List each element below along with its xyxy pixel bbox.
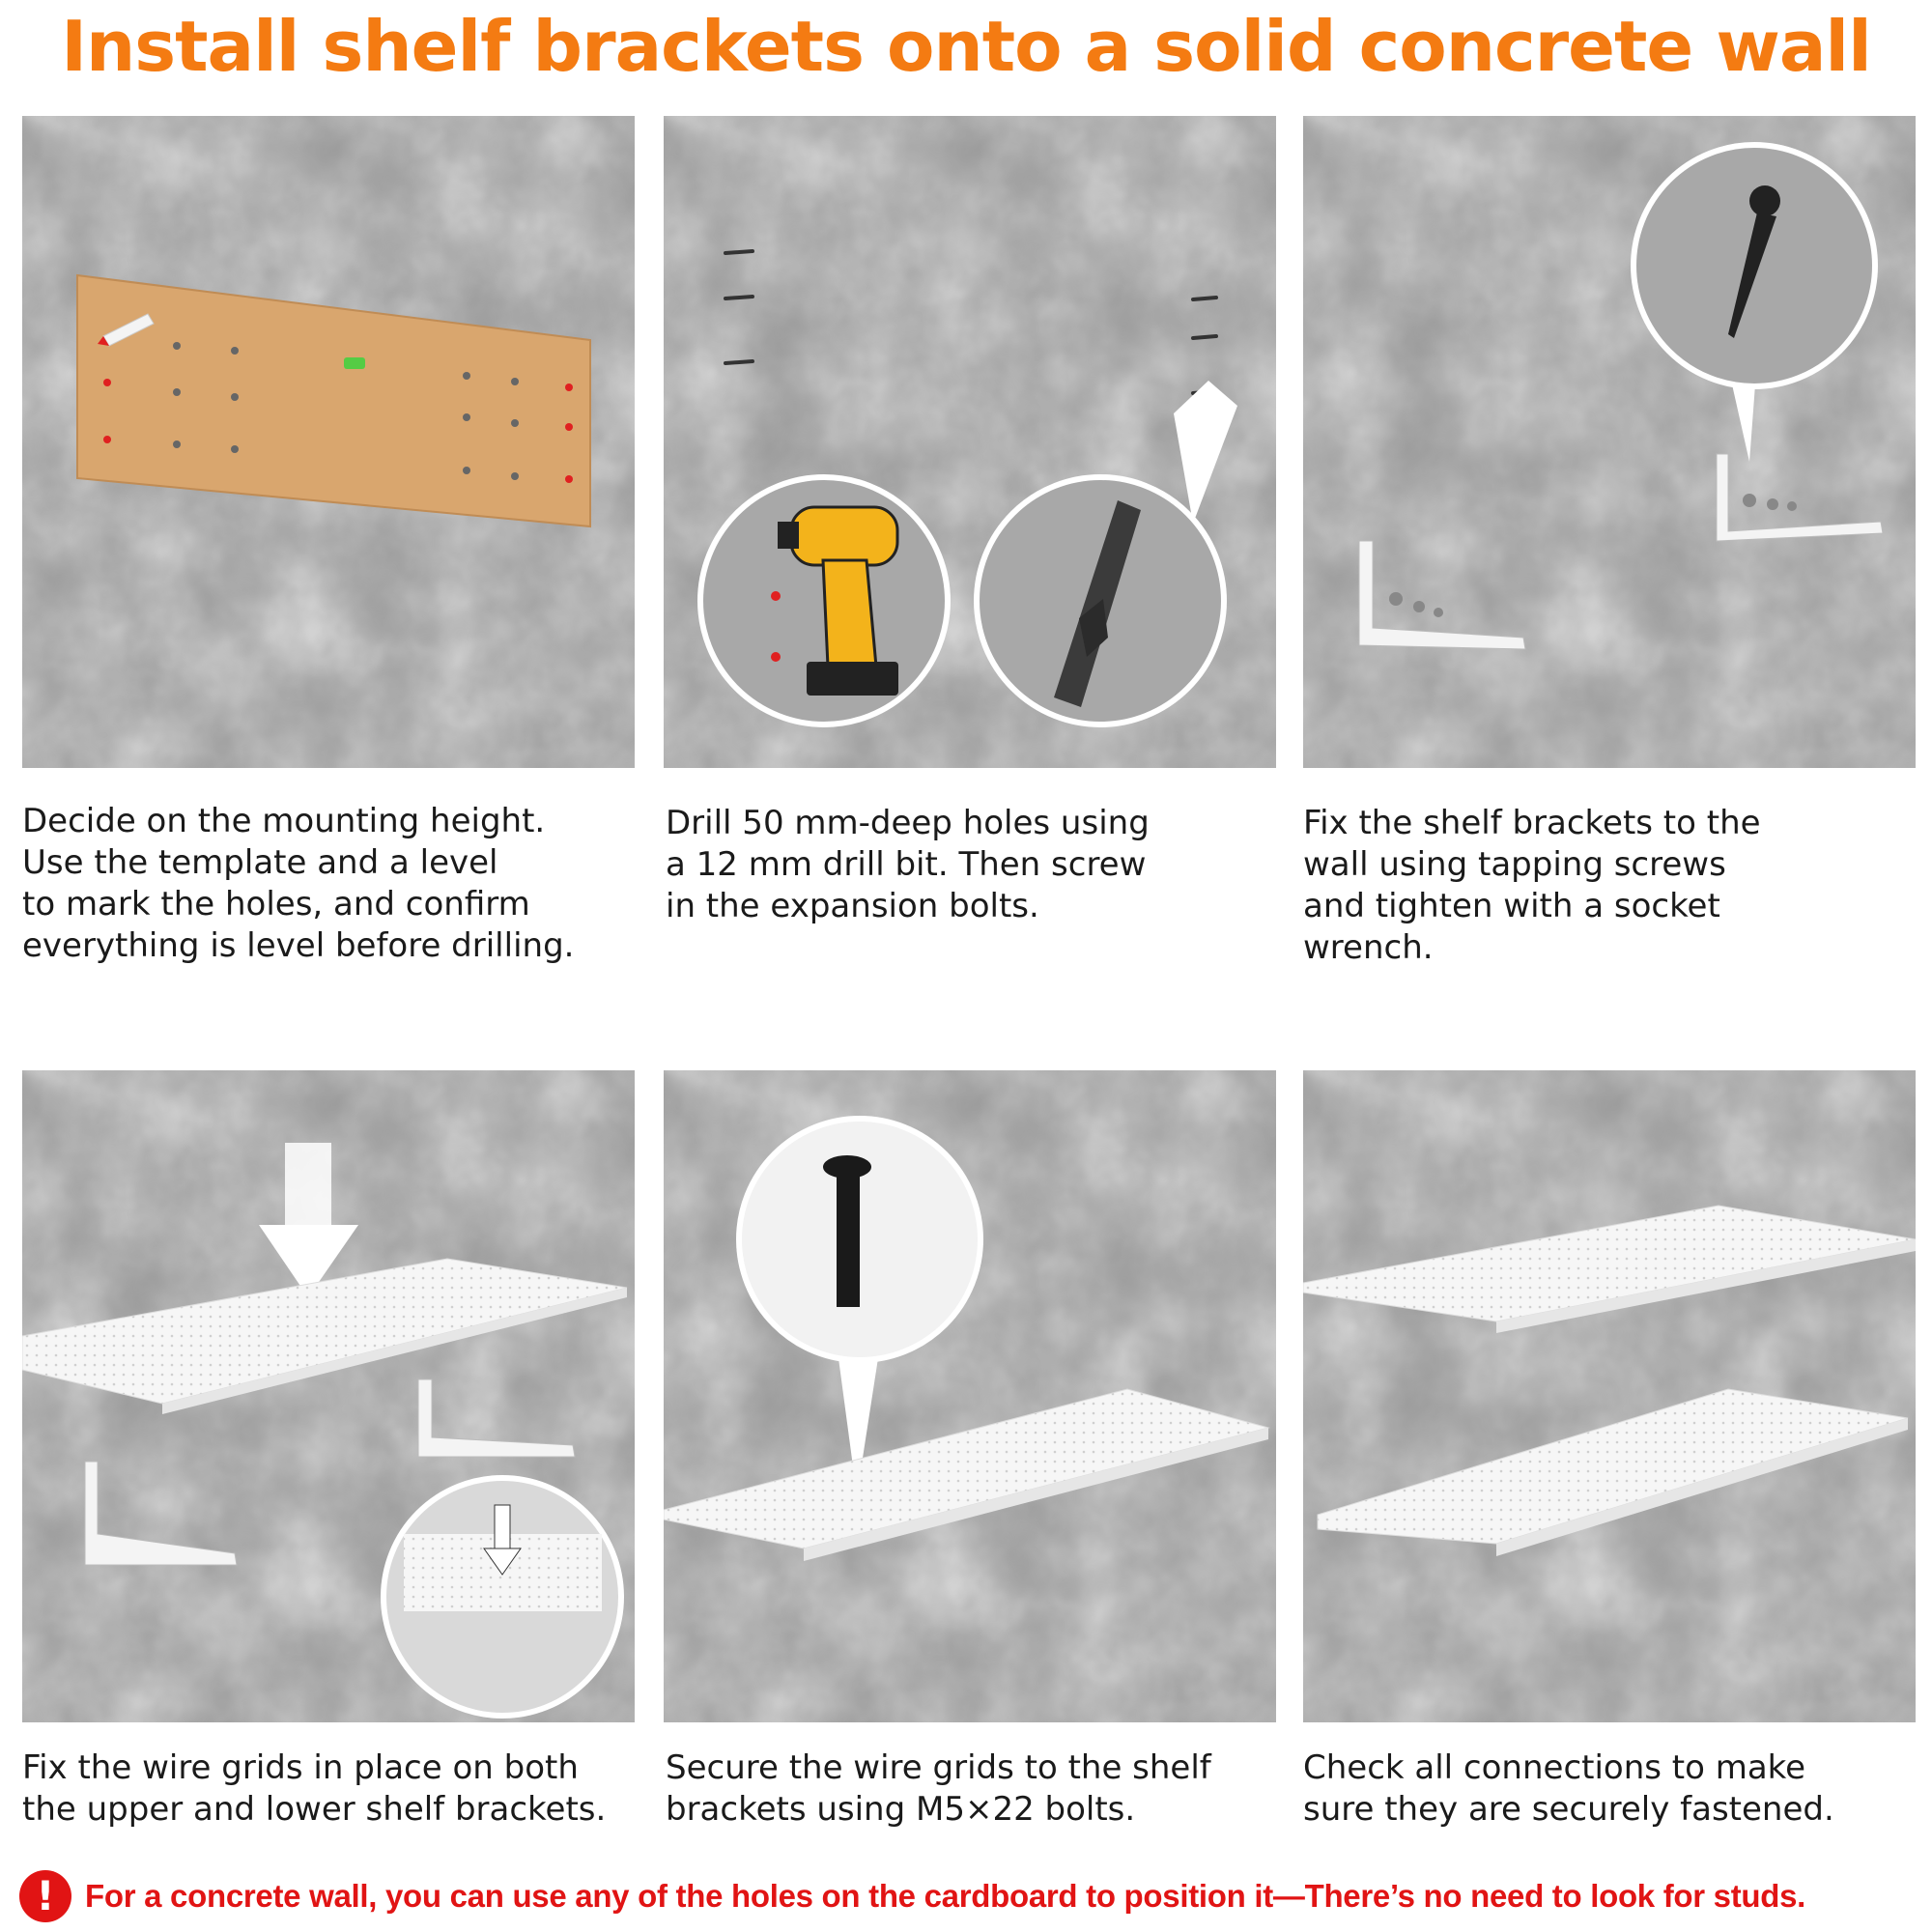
concrete-wall-note (19, 1867, 1913, 1925)
exclamation-icon: ! (19, 1870, 71, 1922)
step-4-caption: Fix the wire grids in place on both the upper and lower shelf brackets. (22, 1748, 607, 1829)
wire-grid-shelf (664, 1389, 1268, 1561)
step-3-image (1303, 116, 1916, 768)
left-bracket (85, 1462, 237, 1565)
step-1-image (22, 116, 635, 768)
bolt-callout (739, 1119, 980, 1360)
step-1-caption: Decide on the mounting height. Use the template and a level to mark the holes, and confirm everything is level before drilling. (22, 802, 575, 965)
cardboard-template (77, 275, 590, 526)
page-title: Install shelf brackets onto a solid concrete wall (61, 6, 1871, 87)
step-6-image (1303, 1070, 1916, 1722)
step-6-caption: Check all connections to make sure they are securely fastened. (1303, 1748, 1834, 1829)
wall-anchors (725, 251, 1216, 393)
anchor-callout (977, 477, 1224, 724)
step-2-caption: Drill 50 mm-deep holes using a 12 mm drill bit. Then screw in the expansion bolts. (666, 804, 1150, 925)
upper-bracket (1717, 454, 1883, 541)
step-2-image (664, 116, 1276, 768)
level-bubble-icon (344, 357, 365, 369)
lower-bracket (1359, 541, 1525, 649)
step-3-caption: Fix the shelf brackets to the wall using tapping screws and tighten with a socket wrench. (1303, 804, 1761, 967)
down-arrow-icon (259, 1143, 358, 1297)
step-5-image (664, 1070, 1276, 1722)
step-4-image (22, 1070, 635, 1722)
lower-shelf (1318, 1389, 1908, 1556)
tapping-screw-callout (1634, 145, 1875, 386)
grid-detail-callout (384, 1478, 621, 1716)
step-5-caption: Secure the wire grids to the shelf brackets using M5×22 bolts. (666, 1748, 1211, 1829)
wire-grid-shelf (22, 1259, 627, 1414)
right-bracket (418, 1379, 575, 1457)
note-text: For a concrete wall, you can use any of the holes on the cardboard to position it—There’s no need to look for studs. (85, 1878, 1806, 1914)
upper-shelf (1303, 1206, 1916, 1333)
drill-callout (700, 477, 948, 724)
